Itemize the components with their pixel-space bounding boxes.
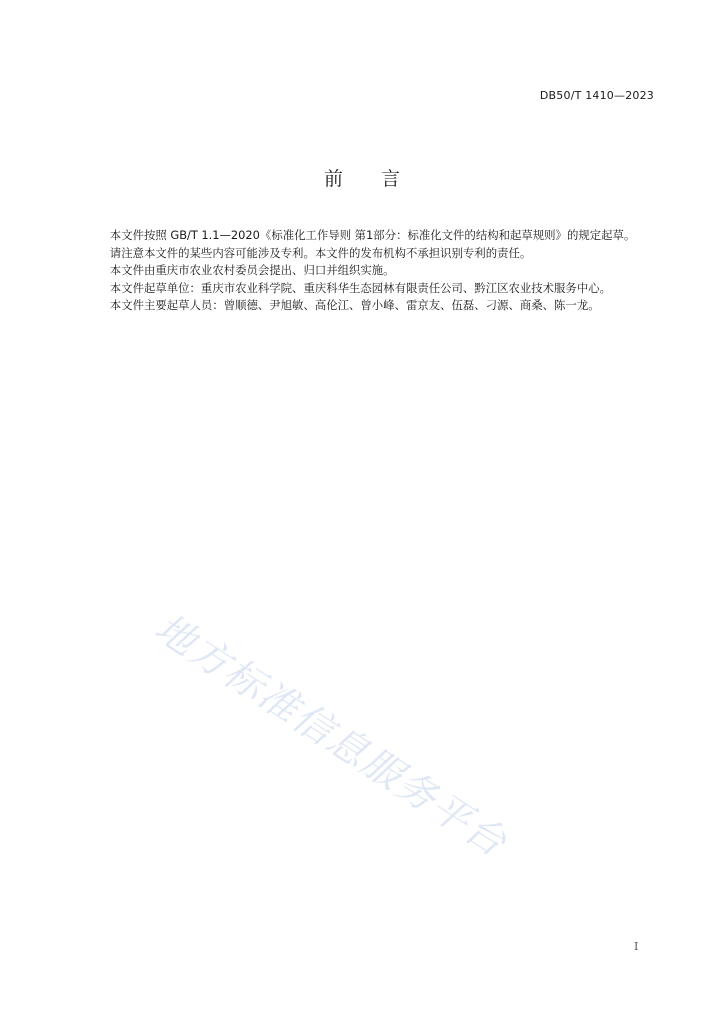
paragraph-drafting-units: 本文件起草单位：重庆市农业科学院、重庆科华生态园林有限责任公司、黔江区农业技术服务中心。 [109,280,611,295]
document-code: DB50/T 1410—2023 [539,89,654,102]
watermark: 地方标准信息服务平台 [146,605,515,867]
paragraph-proposer: 本文件由重庆市农业农村委员会提出、归口并组织实施。 [109,263,395,278]
paragraph-drafting-basis: 本文件按照 GB/T 1.1—2020《标准化工作导则 第1部分：标准化文件的结构和起草规则》的规定起草。 [109,228,636,242]
paragraph-patent-notice: 请注意本文件的某些内容可能涉及专利。本文件的发布机构不承担识别专利的责任。 [109,245,532,260]
paragraph-drafters: 本文件主要起草人员：曾顺德、尹旭敏、高伦江、曾小峰、雷京友、伍磊、刁源、商桑、陈一龙。 [109,298,600,313]
page-title: 前言 [323,168,438,190]
page-number: I [634,940,639,953]
foreword-body [87,227,657,315]
